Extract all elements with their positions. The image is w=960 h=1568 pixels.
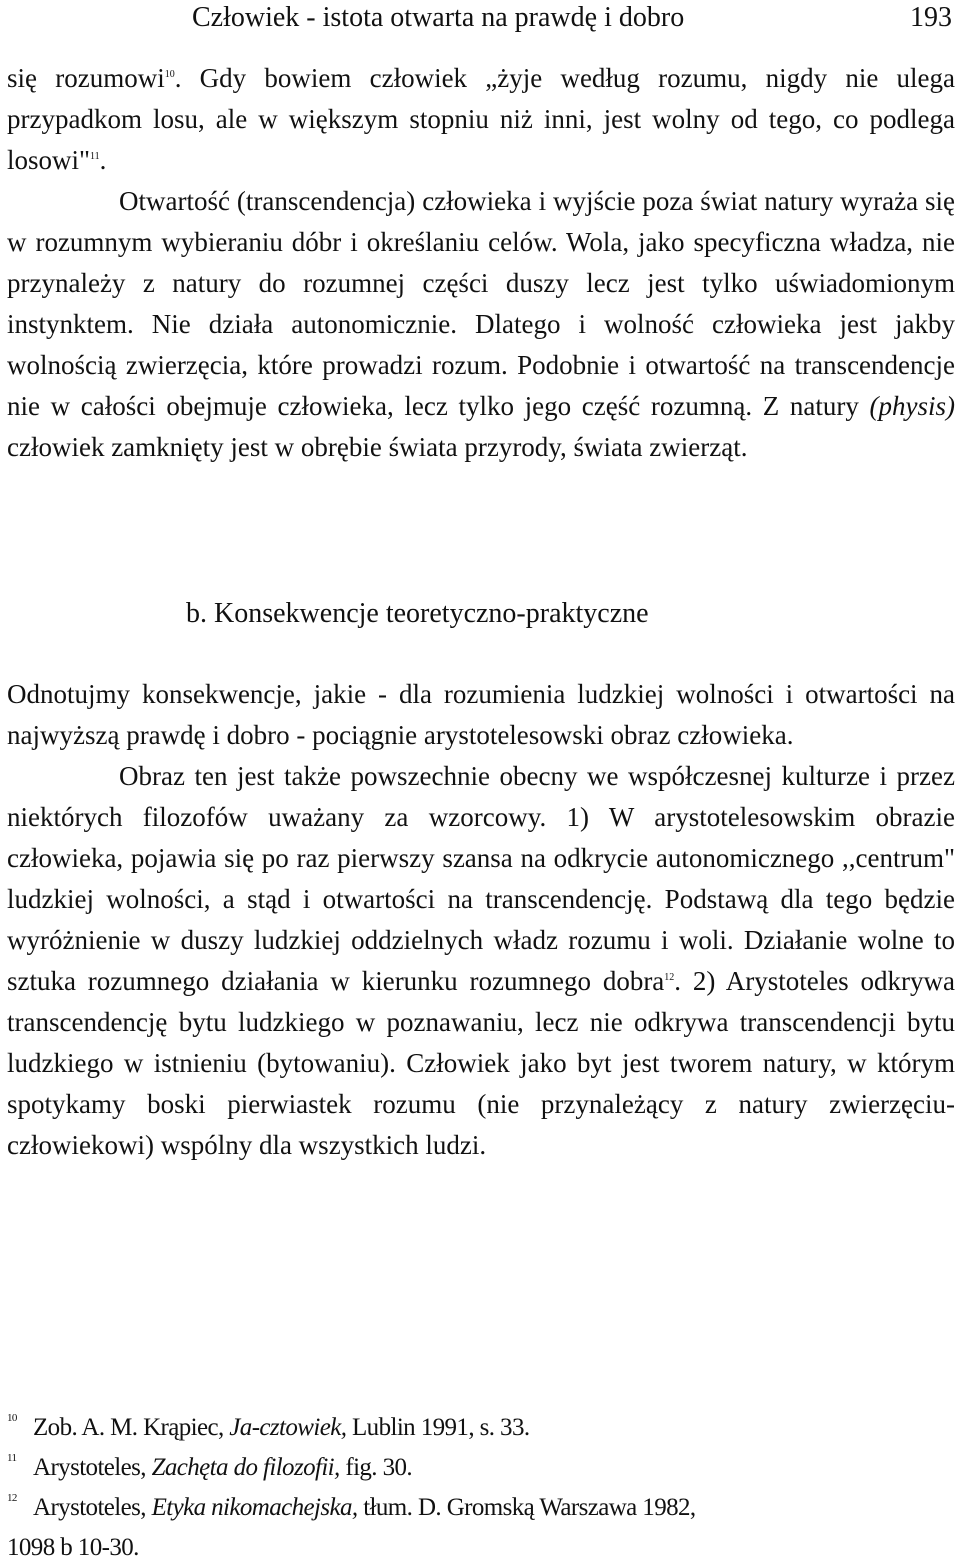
footnote-12 xyxy=(7,1488,907,1568)
text-run: Obraz ten jest także powszechnie obecny we współczesnej kulturze i przez niektórych filozofów uważany za wzorcowy. 1) W arystotelesowskim obrazie człowieka, pojawia się po raz pierwszy szansa na odkrycie autonomicznego ,,centrum" ludzkiej wolności, a stąd i otwartości na transcendencję. Podstawą dla tego będzie wyróżnienie w duszy ludzkiej oddzielnych władz rozumu i woli. Działanie wolne to sztuka rozumnego działania w kierunku rozumnego dobra xyxy=(7,761,955,996)
footnote-ref-11: 11 xyxy=(90,151,100,162)
section-heading: b. Konsekwencje teoretyczno-praktyczne xyxy=(186,598,649,629)
footnote-number: 11 xyxy=(7,1452,17,1464)
footnote-continuation: 1098 b 10-30. xyxy=(7,1534,139,1561)
text-run: . xyxy=(99,145,107,175)
footnote-number: 10 xyxy=(7,1412,17,1424)
footnote-title: Zachęta do filozofii, xyxy=(151,1454,340,1481)
page-number: 193 xyxy=(910,2,952,33)
footnote-text: Arystoteles, xyxy=(33,1494,152,1521)
header-title: Człowiek - istota otwarta na prawdę i dobro xyxy=(192,2,685,33)
footnote-text: Arystoteles, xyxy=(33,1454,152,1481)
body-block-2 xyxy=(7,674,955,1166)
footnote-text: fig. 30. xyxy=(339,1454,413,1481)
text-run: człowiek zamknięty jest w obrębie świata przyrody, świata zwierząt. xyxy=(7,432,748,462)
footnote-title: Etyka nikomachejska, xyxy=(151,1494,358,1521)
footnote-text: Zob. A. M. Krąpiec, xyxy=(33,1414,230,1441)
body-block-1 xyxy=(7,58,955,468)
text-run: się rozumowi xyxy=(7,63,165,93)
footnote-number: 12 xyxy=(7,1492,17,1504)
text-run: . Gdy bowiem człowiek „żyje według rozumu, nigdy nie ulega przypadkom losu, ale w większym stopniu niż inni, jest wolny od tego, co podlega losowi" xyxy=(7,63,955,175)
footnotes xyxy=(7,1408,907,1568)
text-run: Otwartość (transcendencja) człowieka i wyjście poza świat natury wyraża się w rozumnym wybieraniu dóbr i określaniu celów. Wola, jako specyficzna władza, nie przynależy z natury do rozumnej części duszy lecz jest tylko uświadomionym instynktem. Nie działa autonomicznie. Dlatego i wolność człowieka jest jakby wolnością zwierzęcia, które prowadzi rozum. Podobnie i otwartość na transcendencje nie w całości obejmuje człowieka, lecz tylko jego część rozumną. Z natury xyxy=(7,186,955,421)
running-header xyxy=(192,0,952,36)
footnote-11 xyxy=(7,1448,907,1488)
footnote-ref-12: 12 xyxy=(664,972,675,983)
footnote-ref-10: 10 xyxy=(164,69,175,80)
italic-term: (physis) xyxy=(869,391,955,421)
footnote-10 xyxy=(7,1408,907,1448)
paragraph-3: Odnotujmy konsekwencje, jakie - dla rozumienia ludzkiej wolności i otwartości na najwyższą prawdę i dobro - pociągnie arystotelesowski obraz człowieka. xyxy=(7,679,955,750)
text-run: . 2) Arystoteles odkrywa transcendencję bytu ludzkiego w poznawaniu, lecz nie odkrywa transcendencji bytu ludzkiego w istnieniu (bytowaniu). Człowiek jako byt jest tworem natury, w którym spotykamy boski pierwiastek rozumu (nie przynależący z natury zwierzęciu-człowiekowi) wspólny dla wszystkich ludzi. xyxy=(7,966,955,1160)
footnote-title: Ja-cztowiek, xyxy=(229,1414,347,1441)
paragraph-1 xyxy=(7,58,955,181)
paragraph-2 xyxy=(7,181,955,468)
footnote-text: tłum. D. Gromską Warszawa 1982, xyxy=(357,1494,696,1521)
footnote-text: Lublin 1991, s. 33. xyxy=(346,1414,530,1441)
paragraph-4 xyxy=(7,756,955,1166)
